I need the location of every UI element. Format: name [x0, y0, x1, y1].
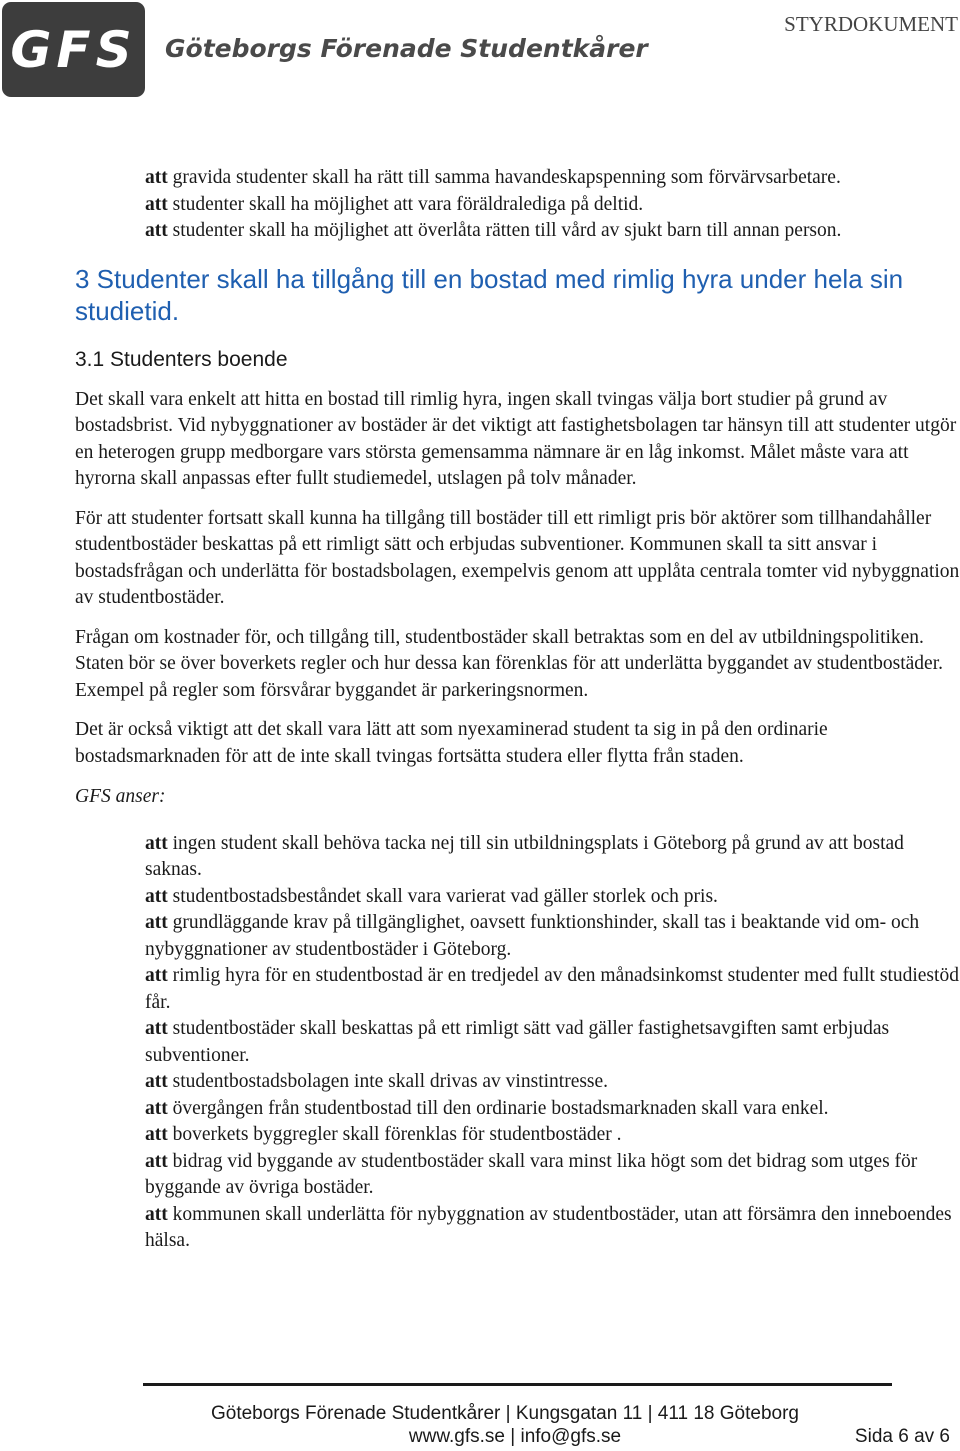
att-keyword: att: [145, 220, 168, 241]
list-item-text: studenter skall ha möjlighet att vara föräldralediga på deltid.: [167, 193, 644, 215]
list-item-text: ingen student skall behöva tacka nej till sin utbildningsplats i Göteborg på grund av att bostad saknas.: [145, 832, 904, 880]
att-keyword: att: [145, 167, 168, 188]
list-item-text: bidrag vid byggande av studentbostäder skall vara minst lika högt som det bidrag som utges för byggande av övriga bostäder.: [145, 1150, 918, 1198]
list-item-text: övergången från studentbostad till den ordinarie bostadsmarknaden skall vara enkel.: [167, 1097, 829, 1119]
list-item: [145, 1202, 960, 1255]
list-item: [145, 831, 960, 884]
list-item-text: studentbostadsbolagen inte skall drivas av vinstintresse.: [167, 1071, 609, 1092]
list-item-text: studenter skall ha möjlighet att överlåta rätten till vård av sjukt barn till annan person.: [167, 220, 842, 241]
att-keyword: att: [145, 832, 168, 854]
list-item: [145, 1122, 960, 1149]
list-item-text: grundläggande krav på tillgänglighet, oavsett funktionshinder, skall tas i beaktande vid om- och nybyggnationer av studentbostäder i Göteborg.: [145, 912, 920, 960]
logo-text: GFS: [10, 20, 137, 79]
list-item: [145, 1149, 960, 1202]
list-item-text: kommunen skall underlätta för nybyggnation av studentbostäder, utan att försämra den inneboendes hälsa.: [145, 1203, 952, 1251]
document-type: STYRDOKUMENT: [784, 12, 958, 36]
paragraph: För att studenter fortsatt skall kunna ha tillgång till bostäder till ett rimligt pris bör aktörer som tillhandahåller studentbostäder beskattas på ett rimligt sätt och erbjudas subventioner. Kommunen skall ta sitt ansvar i bostadsfrågan och underlätta för bostadsbolagen, exempelvis genom att upplåta centrala tomter vid nybyggnation av studentbostäder.: [75, 507, 960, 608]
paragraph: Det är också viktigt att det skall vara lätt att som nyexaminerad student ta sig in på den ordinarie bostadsmarknaden för att de inte skall tvingas fortsätta studera eller flytta från staden.: [75, 719, 828, 767]
list-item: [145, 1069, 960, 1096]
list-item-text: boverkets byggregler skall förenklas för studentbostäder .: [167, 1124, 622, 1145]
paragraph: Det skall vara enkelt att hitta en bostad till rimlig hyra, ingen skall tvingas välja bort studier på grund av bostadsbrist. Vid nybyggnationer av bostäder är det viktigt att fastighetsbolagen tar hänsyn till att studenter utgör en heterogen grupp medborgare vars största gemensamma nämnare är en låg inkomst. Målet måste vara att hyrorna skall anpassas efter fullt studiemedel, utslagen på tolv månader.: [75, 388, 957, 489]
paragraph: Frågan om kostnader för, och tillgång till, studentbostäder skall betraktas som en del av utbildningspolitiken. Staten bör se över boverkets regler och hur dessa kan förenklas för att underlätta byggandet av studentbostäder. Exempel på regler som försvårar byggandet är parkeringsnormen.: [75, 626, 944, 701]
footer-contact: www.gfs.se | info@gfs.se: [408, 1426, 622, 1447]
list-item-text: studentbostäder skall beskattas på ett rimligt sätt vad gäller fastighetsavgiften samt erbjudas subventioner.: [145, 1018, 890, 1066]
list-item: [145, 165, 960, 192]
list-item: [145, 192, 960, 219]
document-body: [75, 165, 960, 1255]
list-item-text: gravida studenter skall ha rätt till samma havandeskapspenning som förvärvsarbetare.: [167, 167, 841, 188]
section-heading: 3 Studenter skall ha tillgång till en bostad med rimlig hyra under hela sin studietid.: [75, 263, 904, 326]
att-keyword: att: [145, 193, 168, 215]
att-keyword: att: [145, 965, 168, 986]
list-item: [145, 963, 960, 1016]
gfs-logo: [2, 2, 145, 97]
att-keyword: att: [145, 1071, 168, 1092]
list-item: [145, 910, 960, 963]
subsection-heading: 3.1 Studenters boende: [75, 347, 288, 371]
anser-label: GFS anser:: [75, 786, 166, 807]
att-keyword: att: [145, 1097, 168, 1119]
footer-address: Göteborgs Förenade Studentkårer | Kungsgatan 11 | 411 18 Göteborg: [210, 1403, 799, 1424]
att-keyword: att: [145, 1150, 168, 1172]
organization-name: Göteborgs Förenade Studentkårer: [165, 34, 648, 63]
list-item: [145, 884, 960, 911]
footer-divider: [143, 1383, 892, 1386]
list-item-text: rimlig hyra för en studentbostad är en tredjedel av den månadsinkomst studenter med fullt studiestöd får.: [145, 965, 959, 1013]
page-header: [0, 0, 960, 110]
att-keyword: att: [145, 1124, 168, 1145]
anser-att-list: [145, 831, 960, 1255]
att-keyword: att: [145, 912, 168, 933]
list-item: [145, 218, 960, 245]
list-item: [145, 1096, 960, 1123]
page-number: Sida 6 av 6: [854, 1426, 950, 1447]
top-att-list: [145, 165, 960, 245]
list-item: [145, 1016, 960, 1069]
att-keyword: att: [145, 885, 168, 907]
att-keyword: att: [145, 1018, 168, 1039]
att-keyword: att: [145, 1203, 168, 1225]
list-item-text: studentbostadsbeståndet skall vara varierat vad gäller storlek och pris.: [167, 885, 718, 907]
